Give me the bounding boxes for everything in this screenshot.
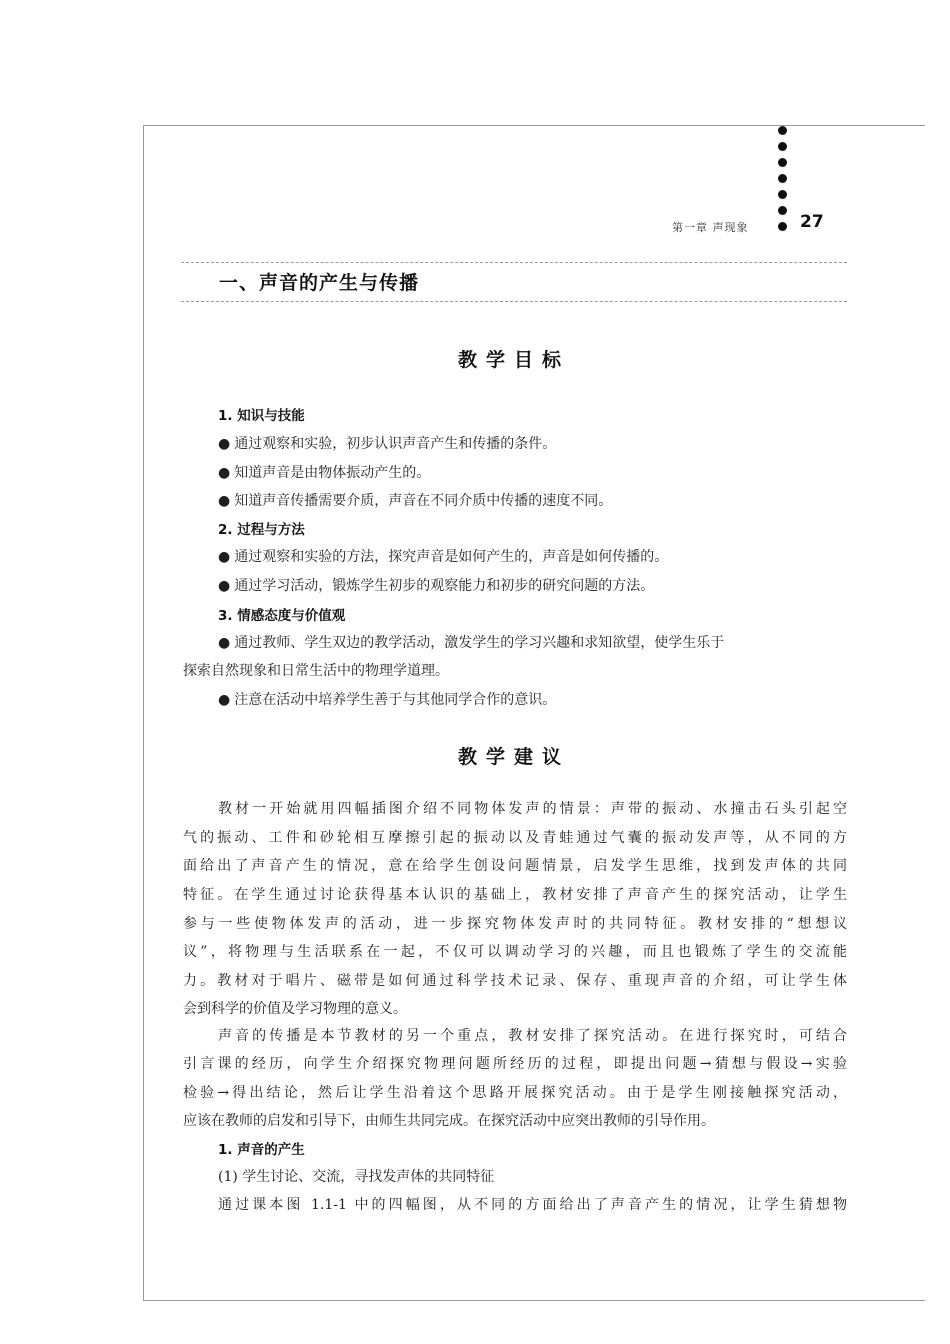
- paragraph-line: 气的振动、工件和砂轮相互摩擦引起的振动以及青蛙通过气囊的振动发声等，从不同的方: [183, 830, 847, 846]
- goal-item-text: 通过观察和实验的方法，探究声音是如何产生的，声音是如何传播的。: [234, 549, 669, 565]
- paragraph-line: 教材一开始就用四幅插图介绍不同物体发声的情景：声带的振动、水撞击石头引起空: [218, 801, 847, 817]
- paragraph-line: 检验→得出结论，然后让学生沿着这个思路开展探究活动。由于是学生刚接触探究活动，: [183, 1085, 847, 1101]
- goal-item-text: 知道声音传播需要介质，声音在不同介质中传播的速度不同。: [234, 493, 613, 509]
- goal-item: [218, 546, 668, 566]
- goals-heading: 教学目标: [457, 349, 570, 371]
- dot-icon: [778, 190, 787, 199]
- goals-subheading-2: 2. 过程与方法: [218, 522, 305, 538]
- page-number: 27: [800, 212, 824, 232]
- goal-item: [218, 689, 556, 709]
- dot-icon: [778, 222, 787, 231]
- bullet-icon: ●: [218, 635, 231, 651]
- running-head: 第一章 声现象: [672, 221, 749, 234]
- title-rule-top: [181, 262, 847, 263]
- paragraph-line: 通过课本图 1.1-1 中的四幅图，从不同的方面给出了声音产生的情况，让学生猜想物: [218, 1197, 847, 1213]
- paragraph-line: 参与一些使物体发声的活动，进一步探究物体发声时的共同特征。教材安排的“想想议: [183, 916, 847, 932]
- goal-item: [218, 575, 654, 595]
- goal-item: [218, 462, 430, 482]
- dot-icon: [778, 158, 787, 167]
- goal-item-text: 通过教师、学生双边的教学活动，激发学生的学习兴趣和求知欲望，使学生乐于: [234, 635, 725, 651]
- goal-item-text: 通过观察和实验，初步认识声音产生和传播的条件。: [234, 436, 557, 452]
- suggestions-heading: 教学建议: [457, 746, 570, 768]
- paragraph-line: 特征。在学生通过讨论获得基本认识的基础上，教材安排了声音产生的探究活动，让学生: [183, 887, 847, 903]
- paragraph-line: 会到科学的价值及学习物理的意义。: [183, 1001, 407, 1017]
- dot-icon: [778, 142, 787, 151]
- bullet-icon: ●: [218, 465, 231, 481]
- goal-item-text: 通过学习活动，锻炼学生初步的观察能力和初步的研究问题的方法。: [234, 578, 655, 594]
- suggestions-subheading-1: 1. 声音的产生: [218, 1142, 305, 1158]
- paragraph-line: 声音的传播是本节教材的另一个重点，教材安排了探究活动。在进行探究时，可结合: [218, 1028, 847, 1044]
- suggestions-subheading-1-1: (1) 学生讨论、交流，寻找发声体的共同特征: [218, 1169, 495, 1185]
- goal-item-text: 注意在活动中培养学生善于与其他同学合作的意识。: [234, 692, 557, 708]
- goal-item: [218, 632, 724, 652]
- goal-item: [218, 490, 612, 510]
- title-rule-bottom: [181, 301, 847, 302]
- dot-icon: [778, 174, 787, 183]
- bullet-icon: ●: [218, 436, 231, 452]
- paragraph-line: 面给出了声音产生的情况，意在给学生创设问题情景，启发学生思维，找到发声体的共同: [183, 858, 847, 874]
- bullet-icon: ●: [218, 493, 231, 509]
- dot-icon: [778, 126, 787, 135]
- section-title: 一、声音的产生与传播: [219, 272, 420, 294]
- bullet-icon: ●: [218, 578, 231, 594]
- margin-dots-decoration: [776, 126, 788, 238]
- bullet-icon: ●: [218, 549, 231, 565]
- goals-subheading-1: 1. 知识与技能: [218, 408, 305, 424]
- goal-item-text: 知道声音是由物体振动产生的。: [234, 465, 431, 481]
- goals-subheading-3: 3. 情感态度与价值观: [218, 608, 346, 624]
- bullet-icon: ●: [218, 692, 231, 708]
- goal-item: [218, 433, 556, 453]
- paragraph-line: 力。教材对于唱片、磁带是如何通过科学技术记录、保存、重现声音的介绍，可让学生体: [183, 973, 847, 989]
- paragraph-line: 引言课的经历，向学生介绍探究物理问题所经历的过程，即提出问题→猜想与假设→实验: [183, 1056, 847, 1072]
- paragraph-line: 议”，将物理与生活联系在一起，不仅可以调动学习的兴趣，而且也锻炼了学生的交流能: [183, 944, 847, 960]
- paragraph-line: 应该在教师的启发和引导下，由师生共同完成。在探究活动中应突出教师的引导作用。: [183, 1113, 715, 1129]
- dot-icon: [778, 206, 787, 215]
- goal-item-continued: 探索自然现象和日常生活中的物理学道理。: [183, 663, 449, 679]
